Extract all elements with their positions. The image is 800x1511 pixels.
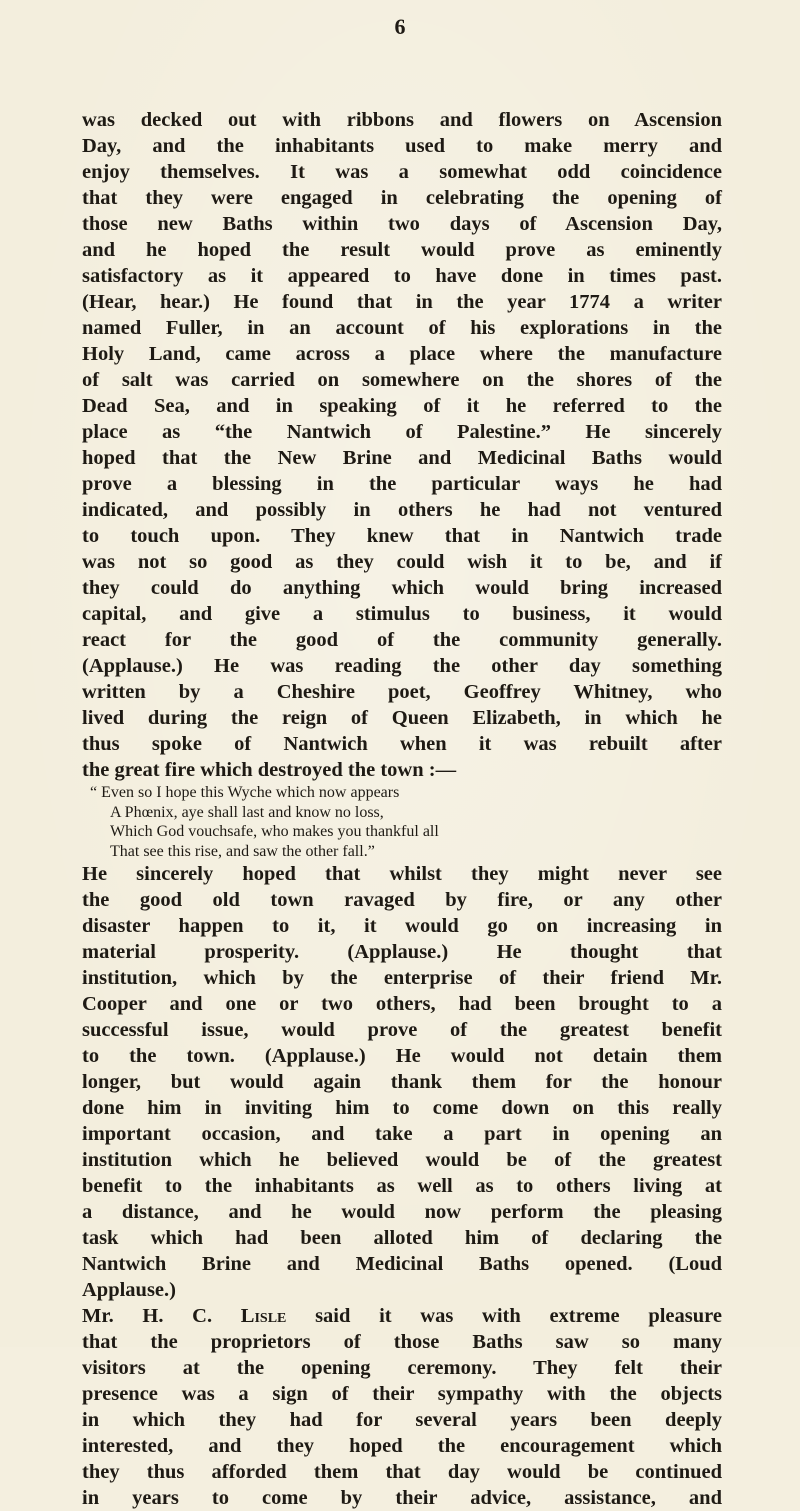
poem-quote bbox=[82, 783, 722, 861]
quote-line: A Phœnix, aye shall last and know no loss, bbox=[110, 803, 384, 821]
text-line: enjoy themselves. It was a somewhat odd coincidence bbox=[82, 161, 722, 183]
quote-line: Which God vouchsafe, who makes you thankful all bbox=[110, 823, 439, 840]
text-line: in which they had for several years been deeply bbox=[82, 1409, 722, 1431]
text-line: Dead Sea, and in speaking of it he referred to the bbox=[82, 395, 722, 417]
text-line: material prosperity. (Applause.) He thought that bbox=[82, 941, 722, 963]
text-line: He sincerely hoped that whilst they might never see bbox=[82, 863, 722, 885]
text-line: disaster happen to it, it would go on increasing in bbox=[82, 915, 722, 937]
text-line: the good old town ravaged by fire, or any other bbox=[82, 889, 722, 911]
text-line: those new Baths within two days of Ascension Day, bbox=[82, 213, 722, 235]
text-line: task which had been alloted him of declaring the bbox=[82, 1227, 722, 1249]
page-number: 6 bbox=[394, 14, 406, 39]
text-line: prove a blessing in the particular ways he had bbox=[82, 473, 722, 495]
text-line: Applause.) bbox=[82, 1279, 176, 1301]
text-line: presence was a sign of their sympathy with the objects bbox=[82, 1383, 722, 1405]
text-line: (Applause.) He was reading the other day something bbox=[82, 655, 722, 677]
text-line: hoped that the New Brine and Medicinal Baths would bbox=[82, 447, 722, 469]
text-line: was not so good as they could wish it to be, and if bbox=[82, 551, 722, 573]
quote-line: “ Even so I hope this Wyche which now appears bbox=[90, 784, 400, 801]
text-line: of salt was carried on somewhere on the shores of the bbox=[82, 369, 722, 391]
text-line: successful issue, would prove of the greatest benefit bbox=[82, 1019, 722, 1041]
line-rest: said it was with extreme pleasure bbox=[286, 1305, 722, 1327]
text-line: interested, and they hoped the encouragement which bbox=[82, 1435, 722, 1457]
quote-line: That see this rise, and saw the other fall.” bbox=[110, 842, 375, 860]
text-line: named Fuller, in an account of his explorations in the bbox=[82, 317, 722, 339]
text-line: Holy Land, came across a place where the manufacture bbox=[82, 343, 722, 365]
text-line: important occasion, and take a part in opening an bbox=[82, 1123, 722, 1145]
text-line: a distance, and he would now perform the pleasing bbox=[82, 1201, 722, 1223]
text-line: place as “the Nantwich of Palestine.” He sincerely bbox=[82, 421, 722, 443]
text-line: capital, and give a stimulus to business, it would bbox=[82, 603, 722, 625]
text-line: done him in inviting him to come down on this really bbox=[82, 1097, 722, 1119]
text-line: react for the good of the community generally. bbox=[82, 629, 722, 651]
text-line: they could do anything which would bring increased bbox=[82, 577, 722, 599]
text-line: Nantwich Brine and Medicinal Baths opened. (Loud bbox=[82, 1253, 722, 1275]
text-line: was decked out with ribbons and flowers on Ascension bbox=[82, 109, 722, 131]
paragraph-continued bbox=[82, 861, 722, 1303]
text-line: Day, and the inhabitants used to make merry and bbox=[82, 135, 722, 157]
text-line: thus spoke of Nantwich when it was rebuilt after bbox=[82, 733, 722, 755]
text-line: Cooper and one or two others, had been brought to a bbox=[82, 993, 722, 1015]
text-line: to the town. (Applause.) He would not detain them bbox=[82, 1045, 722, 1067]
text-line: satisfactory as it appeared to have done in times past. bbox=[82, 265, 722, 287]
speaker-name: Lisle bbox=[240, 1305, 287, 1327]
text-line: (Hear, hear.) He found that in the year 1774 a writer bbox=[82, 291, 722, 313]
text-line: institution, which by the enterprise of their friend Mr. bbox=[82, 967, 722, 989]
text-line: institution which he believed would be of the greatest bbox=[82, 1149, 722, 1171]
text-line bbox=[82, 1303, 722, 1329]
line-lead-in: Mr. H. C. bbox=[82, 1305, 241, 1327]
text-line: visitors at the opening ceremony. They felt their bbox=[82, 1357, 722, 1379]
paragraph-lisle bbox=[82, 1303, 722, 1511]
text-line: written by a Cheshire poet, Geoffrey Whitney, who bbox=[82, 681, 722, 703]
paragraph-speech bbox=[82, 107, 722, 783]
text-line: that the proprietors of those Baths saw so many bbox=[82, 1331, 722, 1353]
text-line: lived during the reign of Queen Elizabeth, in which he bbox=[82, 707, 722, 729]
text-line: in years to come by their advice, assistance, and bbox=[82, 1487, 722, 1509]
text-line: indicated, and possibly in others he had not ventured bbox=[82, 499, 722, 521]
text-line: the great fire which destroyed the town :— bbox=[82, 759, 457, 781]
text-line: to touch upon. They knew that in Nantwich trade bbox=[82, 525, 722, 547]
text-line: they thus afforded them that day would be continued bbox=[82, 1461, 722, 1483]
text-line: benefit to the inhabitants as well as to others living at bbox=[82, 1175, 722, 1197]
text-line: and he hoped the result would prove as eminently bbox=[82, 239, 722, 261]
body-text bbox=[82, 107, 722, 1511]
text-line: longer, but would again thank them for the honour bbox=[82, 1071, 722, 1093]
text-line: that they were engaged in celebrating the opening of bbox=[82, 187, 722, 209]
